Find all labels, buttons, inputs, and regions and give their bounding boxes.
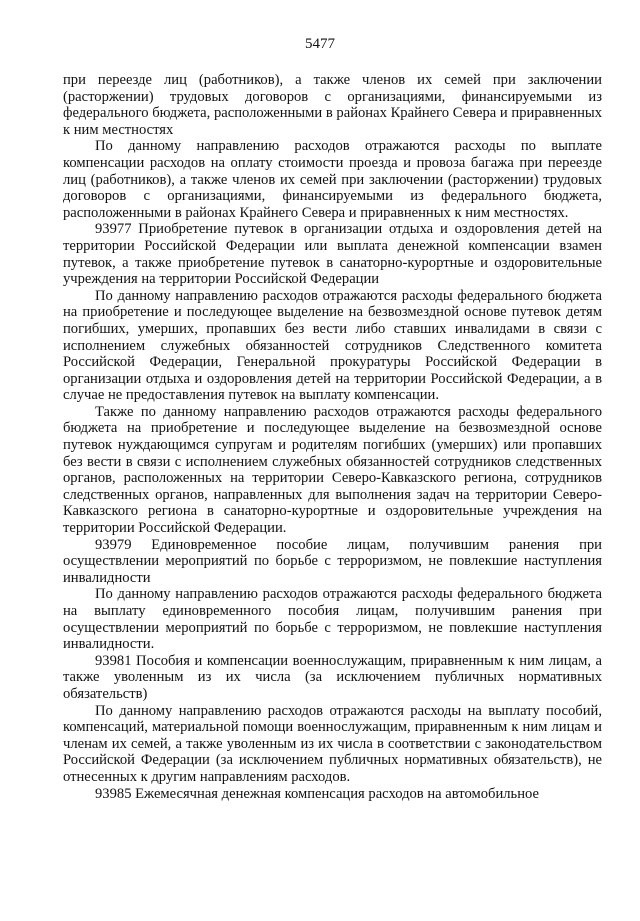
paragraph: По данному направлению расходов отражаются расходы федерального бюджета на выплату единовременного пособия лицам, получившим ранения при осуществлении мероприятий по борьбе с терроризмом, не повлекшие наступления инвалидности. <box>63 586 602 653</box>
section-heading-93985: 93985 Ежемесячная денежная компенсация расходов на автомобильное <box>95 785 539 802</box>
paragraph: По данному направлению расходов отражаются расходы федерального бюджета на приобретение и последующее выделение на безвозмездной основе путевок детям погибших, умерших, пропавших без вести либо ставших инвалидами в связи с исполнением служебных обязанностей сотрудников Следственного комитета Российской Федерации, Генеральной прокуратуры Российской Федерации в организации отдыха и оздоровления детей на территории Российской Федерации, а в случае не предоставления путевок на выплату компенсации. <box>63 287 602 404</box>
section-heading-93977: 93977 Приобретение путевок в организации отдыха и оздоровления детей на территории Российской Федерации или выплата денежной компенсации взамен путевок, а также приобретение путевок в санаторно-курортные и оздоровительные учреждения на территории Российской Федерации <box>63 221 602 288</box>
section-heading-93981: 93981 Пособия и компенсации военнослужащим, приравненным к ним лицам, а также уволенным из их числа (за исключением публичных нормативных обязательств) <box>63 652 602 702</box>
section-heading-93979: 93979 Единовременное пособие лицам, получившим ранения при осуществлении мероприятий по борьбе с терроризмом, не повлекшие наступления инвалидности <box>63 536 602 586</box>
body-text <box>63 72 602 802</box>
paragraph: Также по данному направлению расходов отражаются расходы федерального бюджета на приобретение и последующее выделение на безвозмездной основе путевок нуждающимся супругам и родителям погибших (умерших) или пропавших без вести в связи с исполнением служебных обязанностей сотрудников следственных органов, расположенных на территории Северо-Кавказского региона, сотрудников следственных органов, направленных для выполнения задач на территории Северо-Кавказского региона в санаторно-курортные и оздоровительные учреждения на территории Российской Федерации. <box>63 403 602 537</box>
paragraph: при переезде лиц (работников), а также членов их семей при заключении (расторжении) трудовых договоров с организациями, финансируемыми из федерального бюджета, расположенными в районах Крайнего Севера и приравненных к ним местностях <box>63 72 602 138</box>
paragraph: По данному направлению расходов отражаются расходы на выплату пособий, компенсаций, материальной помощи военнослужащим, приравненным к ним лицам и членам их семей, а также уволенным из их числа в соответствии с законодательством Российской Федерации (за исключением публичных нормативных обязательств), не отнесенных к другим направлениям расходов. <box>63 702 602 785</box>
paragraph: По данному направлению расходов отражаются расходы по выплате компенсации расходов на оплату стоимости проезда и провоза багажа при переезде лиц (работников), а также членов их семей при заключении (расторжении) трудовых договоров с организациями, финансируемыми из федерального бюджета, расположенными в районах Крайнего Севера и приравненных к ним местностях. <box>63 138 602 221</box>
page-number: 5477 <box>305 36 335 52</box>
